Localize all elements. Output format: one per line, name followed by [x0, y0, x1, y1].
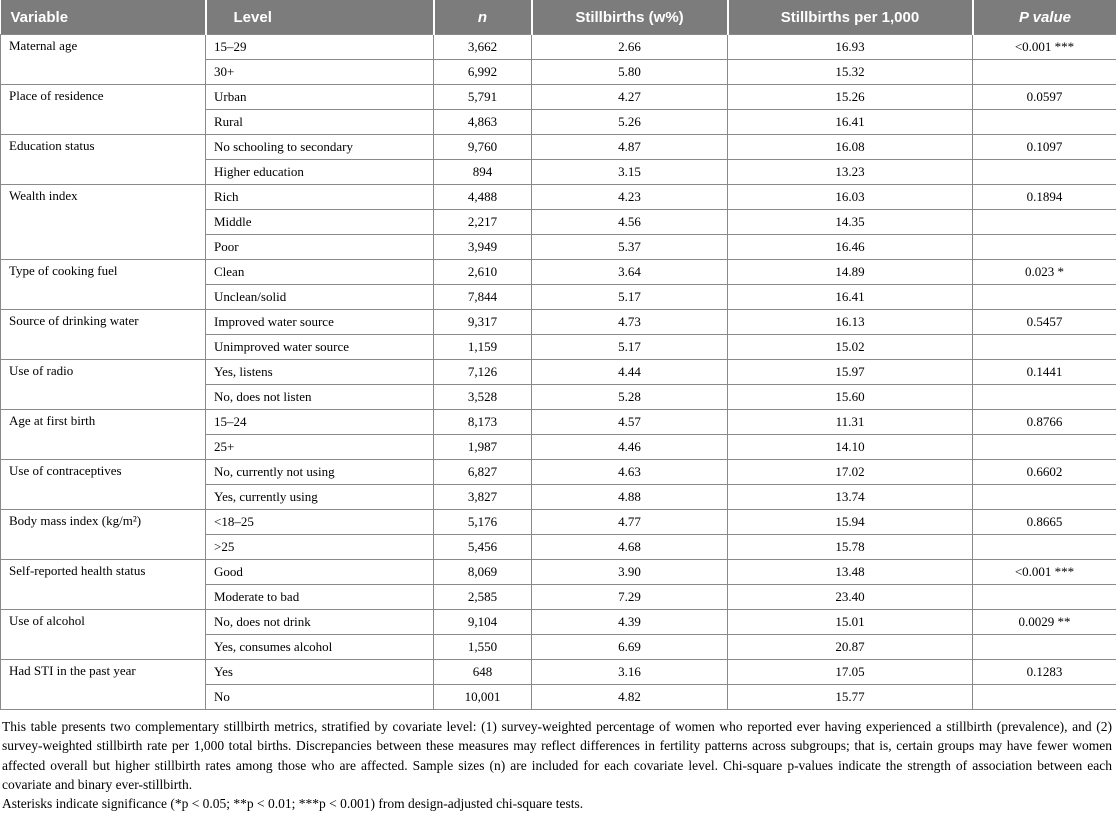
stillbirths-per-1000-cell: 16.13: [728, 310, 973, 335]
stillbirths-per-1000-cell: 17.05: [728, 660, 973, 685]
stillbirths-per-1000-cell: 16.41: [728, 110, 973, 135]
level-cell: 15–24: [206, 410, 434, 435]
stillbirths-w-pct-cell: 4.56: [532, 210, 728, 235]
level-cell: Yes, listens: [206, 360, 434, 385]
p-value-cell: [973, 685, 1116, 710]
level-cell: Higher education: [206, 160, 434, 185]
level-cell: 25+: [206, 435, 434, 460]
table-row: [1, 510, 1116, 535]
stillbirths-w-pct-cell: 3.90: [532, 560, 728, 585]
stillbirths-w-pct-cell: 4.82: [532, 685, 728, 710]
p-value-cell: [973, 285, 1116, 310]
header-p-value: P value: [973, 0, 1116, 35]
level-cell: No: [206, 685, 434, 710]
p-value-cell: [973, 635, 1116, 660]
stillbirths-w-pct-cell: 3.15: [532, 160, 728, 185]
p-value-cell: [973, 535, 1116, 560]
stillbirths-per-1000-cell: 16.41: [728, 285, 973, 310]
level-cell: >25: [206, 535, 434, 560]
level-cell: Urban: [206, 85, 434, 110]
stillbirths-per-1000-cell: 13.74: [728, 485, 973, 510]
stillbirths-per-1000-cell: 15.26: [728, 85, 973, 110]
n-cell: 4,863: [434, 110, 532, 135]
n-cell: 3,662: [434, 35, 532, 60]
stillbirths-w-pct-cell: 4.44: [532, 360, 728, 385]
stillbirths-per-1000-cell: 16.93: [728, 35, 973, 60]
variable-cell: Use of radio: [1, 360, 206, 410]
variable-cell: Maternal age: [1, 35, 206, 85]
stillbirths-per-1000-cell: 16.03: [728, 185, 973, 210]
p-value-cell: 0.6602: [973, 460, 1116, 485]
stillbirths-per-1000-cell: 16.08: [728, 135, 973, 160]
stillbirths-per-1000-cell: 14.10: [728, 435, 973, 460]
stillbirths-w-pct-cell: 4.23: [532, 185, 728, 210]
stillbirths-per-1000-cell: 16.46: [728, 235, 973, 260]
p-value-cell: [973, 485, 1116, 510]
p-value-cell: [973, 60, 1116, 85]
p-value-cell: [973, 585, 1116, 610]
n-cell: 9,104: [434, 610, 532, 635]
p-value-cell: [973, 160, 1116, 185]
table-header: [1, 0, 1116, 35]
stillbirths-w-pct-cell: 4.77: [532, 510, 728, 535]
variable-cell: Use of contraceptives: [1, 460, 206, 510]
n-cell: 8,173: [434, 410, 532, 435]
n-cell: 6,827: [434, 460, 532, 485]
stillbirths-w-pct-cell: 4.87: [532, 135, 728, 160]
table-row: [1, 610, 1116, 635]
level-cell: No, does not drink: [206, 610, 434, 635]
p-value-cell: [973, 235, 1116, 260]
stillbirths-per-1000-cell: 15.77: [728, 685, 973, 710]
p-value-cell: [973, 110, 1116, 135]
stillbirths-w-pct-cell: 4.27: [532, 85, 728, 110]
n-cell: 5,456: [434, 535, 532, 560]
n-cell: 2,585: [434, 585, 532, 610]
n-cell: 1,159: [434, 335, 532, 360]
table-body: [1, 35, 1116, 710]
stillbirths-per-1000-cell: 15.97: [728, 360, 973, 385]
stillbirths-w-pct-cell: 5.26: [532, 110, 728, 135]
stillbirths-per-1000-cell: 11.31: [728, 410, 973, 435]
table-row: [1, 410, 1116, 435]
stillbirths-per-1000-cell: 17.02: [728, 460, 973, 485]
n-cell: 648: [434, 660, 532, 685]
level-cell: Clean: [206, 260, 434, 285]
p-value-cell: [973, 435, 1116, 460]
p-value-cell: 0.0597: [973, 85, 1116, 110]
header-level: Level: [206, 0, 434, 35]
p-value-cell: 0.023 *: [973, 260, 1116, 285]
p-value-cell: 0.1283: [973, 660, 1116, 685]
stillbirths-w-pct-cell: 4.63: [532, 460, 728, 485]
n-cell: 8,069: [434, 560, 532, 585]
table-row: [1, 460, 1116, 485]
p-value-cell: 0.5457: [973, 310, 1116, 335]
level-cell: Poor: [206, 235, 434, 260]
level-cell: No, currently not using: [206, 460, 434, 485]
stillbirths-w-pct-cell: 5.17: [532, 335, 728, 360]
stillbirths-w-pct-cell: 2.66: [532, 35, 728, 60]
level-cell: No, does not listen: [206, 385, 434, 410]
level-cell: Yes, consumes alcohol: [206, 635, 434, 660]
p-value-cell: 0.1894: [973, 185, 1116, 210]
n-cell: 3,949: [434, 235, 532, 260]
header-row: [1, 0, 1116, 35]
p-value-cell: [973, 335, 1116, 360]
table-row: [1, 660, 1116, 685]
n-cell: 4,488: [434, 185, 532, 210]
p-value-cell: [973, 210, 1116, 235]
variable-cell: Type of cooking fuel: [1, 260, 206, 310]
variable-cell: Use of alcohol: [1, 610, 206, 660]
stillbirths-w-pct-cell: 5.28: [532, 385, 728, 410]
n-cell: 2,610: [434, 260, 532, 285]
level-cell: Rural: [206, 110, 434, 135]
level-cell: Yes, currently using: [206, 485, 434, 510]
n-cell: 7,126: [434, 360, 532, 385]
stillbirths-w-pct-cell: 6.69: [532, 635, 728, 660]
p-value-cell: 0.0029 **: [973, 610, 1116, 635]
stillbirths-w-pct-cell: 7.29: [532, 585, 728, 610]
stillbirths-per-1000-cell: 15.94: [728, 510, 973, 535]
level-cell: Unclean/solid: [206, 285, 434, 310]
table-row: [1, 260, 1116, 285]
p-value-cell: 0.1097: [973, 135, 1116, 160]
variable-cell: Place of residence: [1, 85, 206, 135]
n-cell: 9,317: [434, 310, 532, 335]
n-cell: 1,987: [434, 435, 532, 460]
n-cell: 894: [434, 160, 532, 185]
p-value-cell: 0.1441: [973, 360, 1116, 385]
stillbirths-w-pct-cell: 5.80: [532, 60, 728, 85]
variable-cell: Source of drinking water: [1, 310, 206, 360]
variable-cell: Had STI in the past year: [1, 660, 206, 710]
table-row: [1, 35, 1116, 60]
n-cell: 9,760: [434, 135, 532, 160]
level-cell: Moderate to bad: [206, 585, 434, 610]
p-value-cell: 0.8766: [973, 410, 1116, 435]
n-cell: 2,217: [434, 210, 532, 235]
table-row: [1, 135, 1116, 160]
stillbirths-w-pct-cell: 4.39: [532, 610, 728, 635]
n-cell: 5,791: [434, 85, 532, 110]
n-cell: 6,992: [434, 60, 532, 85]
stillbirths-per-1000-cell: 15.32: [728, 60, 973, 85]
level-cell: 15–29: [206, 35, 434, 60]
variable-cell: Age at first birth: [1, 410, 206, 460]
stillbirths-per-1000-cell: 15.02: [728, 335, 973, 360]
stillbirths-w-pct-cell: 3.64: [532, 260, 728, 285]
stillbirths-w-pct-cell: 4.68: [532, 535, 728, 560]
stillbirths-per-1000-cell: 23.40: [728, 585, 973, 610]
table-row: [1, 85, 1116, 110]
n-cell: 3,528: [434, 385, 532, 410]
stillbirths-w-pct-cell: 4.73: [532, 310, 728, 335]
table-footnotes: [0, 710, 1116, 813]
table-row: [1, 360, 1116, 385]
stillbirths-per-1000-cell: 15.60: [728, 385, 973, 410]
header-n: n: [434, 0, 532, 35]
header-stillbirths-w-pct: Stillbirths (w%): [532, 0, 728, 35]
stillbirths-w-pct-cell: 4.46: [532, 435, 728, 460]
level-cell: Yes: [206, 660, 434, 685]
level-cell: 30+: [206, 60, 434, 85]
level-cell: No schooling to secondary: [206, 135, 434, 160]
stillbirths-per-1000-cell: 14.35: [728, 210, 973, 235]
n-cell: 7,844: [434, 285, 532, 310]
p-value-cell: <0.001 ***: [973, 35, 1116, 60]
p-value-cell: 0.8665: [973, 510, 1116, 535]
variable-cell: Wealth index: [1, 185, 206, 260]
stillbirths-w-pct-cell: 3.16: [532, 660, 728, 685]
level-cell: <18–25: [206, 510, 434, 535]
table-row: [1, 310, 1116, 335]
n-cell: 3,827: [434, 485, 532, 510]
stillbirths-w-pct-cell: 5.17: [532, 285, 728, 310]
stillbirths-per-1000-cell: 15.78: [728, 535, 973, 560]
stillbirths-per-1000-cell: 20.87: [728, 635, 973, 660]
header-stillbirths-per-1000: Stillbirths per 1,000: [728, 0, 973, 35]
header-variable: Variable: [1, 0, 206, 35]
stillbirths-per-1000-cell: 13.23: [728, 160, 973, 185]
level-cell: Improved water source: [206, 310, 434, 335]
level-cell: Middle: [206, 210, 434, 235]
stillbirths-per-1000-cell: 15.01: [728, 610, 973, 635]
stillbirths-per-1000-cell: 13.48: [728, 560, 973, 585]
p-value-cell: <0.001 ***: [973, 560, 1116, 585]
stillbirths-w-pct-cell: 4.88: [532, 485, 728, 510]
stillbirths-w-pct-cell: 5.37: [532, 235, 728, 260]
table-row: [1, 560, 1116, 585]
variable-cell: Education status: [1, 135, 206, 185]
variable-cell: Self-reported health status: [1, 560, 206, 610]
level-cell: Unimproved water source: [206, 335, 434, 360]
footnote-description: This table presents two complementary stillbirth metrics, stratified by covariate level: (1) survey-weighted percentage of women who reported ever having experienced a stillbirth (prevalence), and (2) survey-weighted stillbirth rate per 1,000 total births. Discrepancies between these measures may reflect differences in fertility patterns across subgroups; that is, certain groups may have fewer women affected overall but higher stillbirth rates among those who are affected. Sample sizes (n) are included for each covariate level. Chi-square p-values indicate the strength of association between each covariate and binary ever-stillbirth.: [2, 719, 1112, 792]
n-cell: 1,550: [434, 635, 532, 660]
variable-cell: Body mass index (kg/m²): [1, 510, 206, 560]
footnote-significance: Asterisks indicate significance (*p < 0.05; **p < 0.01; ***p < 0.001) from design-adjusted chi-square tests.: [2, 796, 584, 812]
n-cell: 10,001: [434, 685, 532, 710]
n-cell: 5,176: [434, 510, 532, 535]
stillbirths-per-1000-cell: 14.89: [728, 260, 973, 285]
p-value-cell: [973, 385, 1116, 410]
stillbirths-w-pct-cell: 4.57: [532, 410, 728, 435]
level-cell: Rich: [206, 185, 434, 210]
table-row: [1, 185, 1116, 210]
level-cell: Good: [206, 560, 434, 585]
